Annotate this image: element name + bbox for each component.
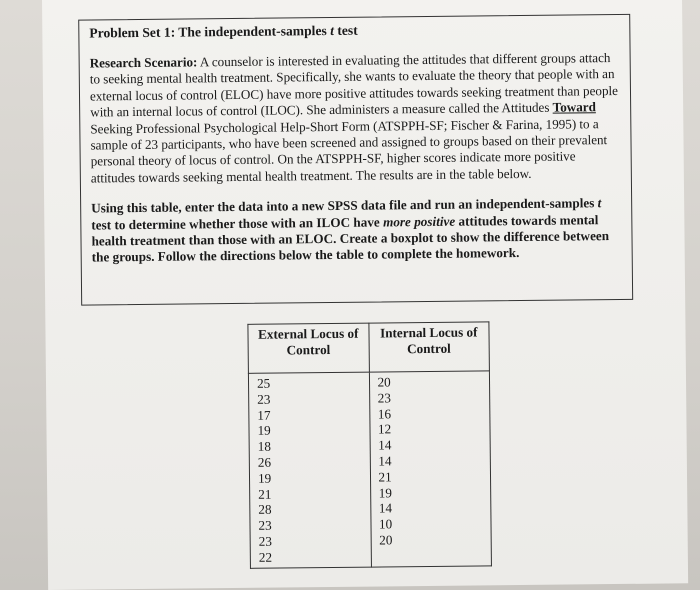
external-value: 18	[257, 438, 271, 454]
external-value: 23	[258, 517, 272, 533]
internal-value: 14	[378, 437, 392, 453]
external-value: 19	[257, 423, 271, 439]
problem-box	[78, 14, 633, 306]
instructions: Using this table, enter the data into a new SPSS data file and run an independent-samples t test to determine whether those with an ILOC have more positive attitudes towards mental health treatment than those with an ELOC. Create a boxplot to show the difference between the groups. Follow the directions below the table to complete the homework.	[91, 195, 610, 265]
header-internal: Internal Locus of Control	[368, 322, 489, 372]
data-table	[247, 321, 492, 569]
external-value: 23	[258, 533, 272, 549]
research-scenario: Research Scenario: A counselor is interested in evaluating the attitudes that different groups attach to seeking mental health treatment. Specifically, she wants to evaluate the theory that people with an external locus of control (ELOC) have more positive attitudes towards seeking treatment than people with an internal locus of control (ILOC). She administers a measure called the Attitudes Toward Seeking Professional Psychological Help-Short Form (ATSPPH-SF; Fischer & Farina, 1995) to a sample of 23 participants, who have been screened and assigned to groups based on their prevalent personal theory of locus of control. On the ATSPPH-SF, higher scores indicate more positive attitudes towards seeking mental health treatment. The results are in the table below.	[89, 50, 618, 186]
external-value: 25	[256, 375, 271, 391]
external-value: 17	[257, 407, 271, 423]
table-header-row	[248, 322, 489, 374]
internal-value: 14	[378, 453, 392, 469]
internal-value: 12	[377, 421, 392, 437]
internal-value: 20	[377, 374, 391, 390]
external-value: 21	[258, 486, 272, 502]
external-value: 26	[257, 454, 272, 470]
paper-sheet	[42, 0, 688, 590]
table-data-row	[248, 371, 491, 569]
internal-value: 10	[378, 516, 393, 532]
external-value: 19	[257, 470, 272, 486]
internal-value: 16	[377, 405, 392, 422]
external-value: 23	[257, 391, 271, 407]
internal-value: 14	[378, 500, 393, 516]
problem-title: Problem Set 1: The independent-samples t test	[89, 22, 358, 41]
scenario-lead: Research Scenario:	[89, 54, 198, 71]
internal-value: 23	[377, 390, 391, 406]
external-column	[248, 372, 371, 568]
header-external: External Locus of Control	[248, 323, 369, 373]
internal-value: 21	[378, 469, 392, 485]
external-value: 28	[258, 501, 272, 518]
internal-value: 20	[379, 532, 393, 548]
internal-column	[369, 371, 492, 567]
internal-value: 19	[378, 484, 392, 501]
external-value: 22	[258, 549, 273, 565]
